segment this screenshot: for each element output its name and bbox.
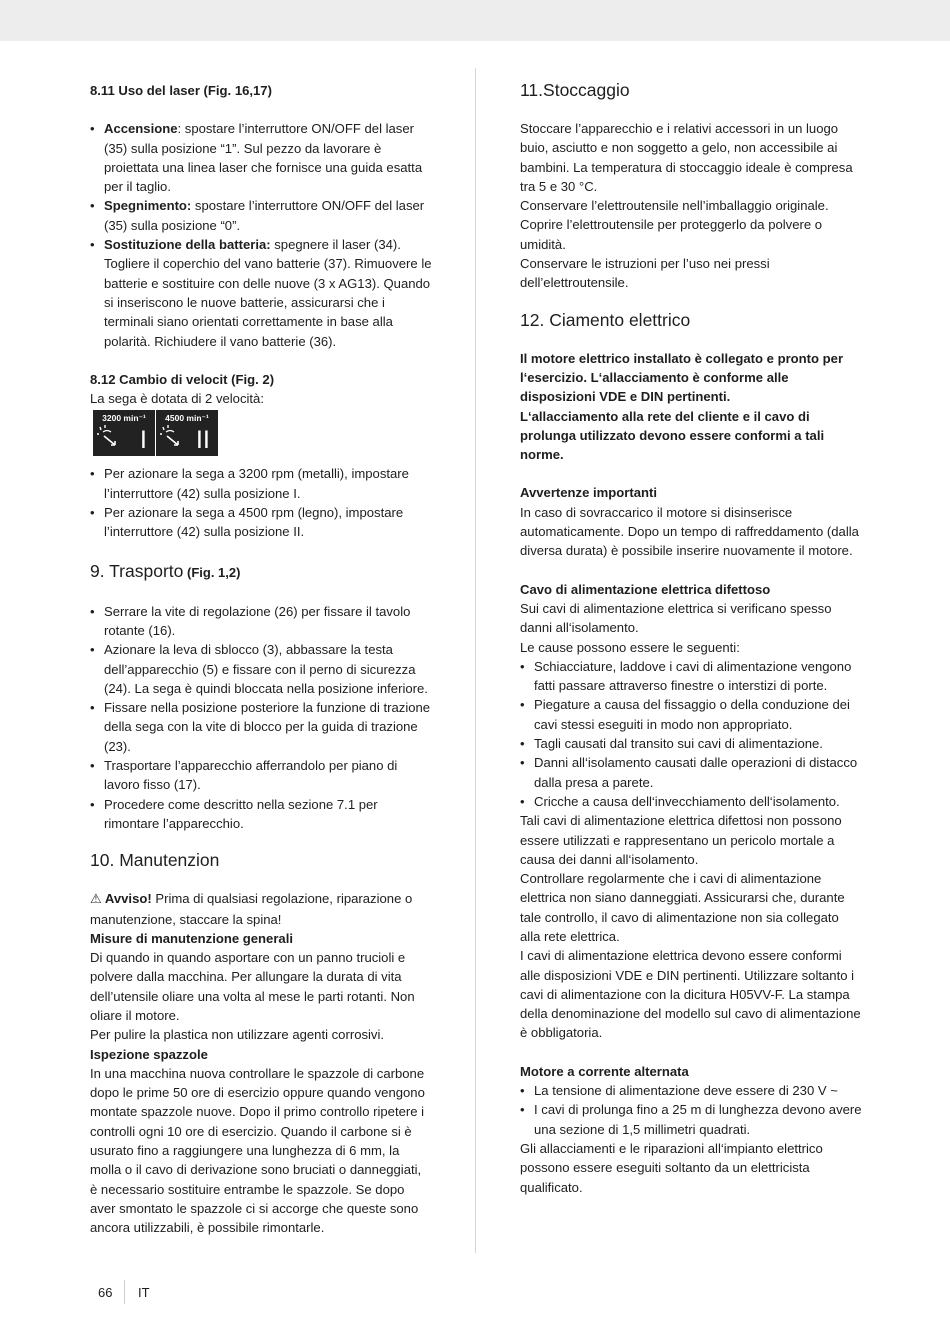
list-item: • Accensione: spostare l’interruttore ON/OFF del laser (35) sulla posizione “1”. Sul pezzo da lavorare è proiettata una linea laser che fornisce una guida esatta per il taglio. <box>90 119 432 196</box>
storage-text-3: Coprire l’elettroutensile per proteggerlo da polvere o umidità. <box>520 217 823 252</box>
speed-1-panel <box>93 410 155 456</box>
speed-list <box>90 464 432 541</box>
list-item: • Serrare la vite di regolazione (26) per fissare il tavolo rotante (16). <box>90 602 432 641</box>
speed-2-panel <box>155 410 218 456</box>
storage-text-1: Stoccare l’apparecchio e i relativi accessori in un luogo buio, asciutto e non soggetto a gelo, non accessibile ai bambini. La temperatura di stoccaggio ideale è compresa tra 5 e 30 °C. <box>520 121 853 194</box>
section-8-12-title: 8.12 Cambio di velocit (Fig. 2) <box>90 371 275 387</box>
speed-intro: La sega è dotata di 2 velocità: <box>90 391 264 407</box>
list-item: • Schiacciature, laddove i cavi di alimentazione vengono fatti passare attraverso finestre o interstizi di porte. <box>520 657 862 696</box>
ac-motor-title: Motore a corrente alternata <box>520 1063 689 1079</box>
general-maintenance-title: Misure di manutenzione generali <box>90 930 293 946</box>
defective-cable-text-4: Controllare regolarmente che i cavi di alimentazione elettrica non siano danneggiati. Assicurarsi che, durante tale controllo, il cavo di alimentazione non sia collegato alla rete elettrica. <box>520 871 845 944</box>
footer-separator <box>124 1280 125 1304</box>
ac-motor-text: Gli allacciamenti e le riparazioni all‘impianto elettrico possono essere eseguiti soltanto da un elettricista qualificato. <box>520 1140 823 1195</box>
section-10-title: 10. Manutenzion <box>90 850 220 871</box>
defective-cable-text-1: Sui cavi di alimentazione elettrica si verificano spesso danni all‘isolamento. <box>520 600 832 636</box>
important-warnings-text: In caso di sovraccarico il motore si disinserisce automaticamente. Dopo un tempo di raffreddamento (dalla diversa durata) è possibile inserire nuovamente il motore. <box>520 504 859 559</box>
list-item: • Piegature a causa del fissaggio o della conduzione dei cavi stessi eseguiti in modo non appropriato. <box>520 695 862 734</box>
electrical-connection-note-1: Il motore elettrico installato è collegato e pronto per l‘esercizio. L‘allacciamento è conforme alle disposizioni VDE e DIN pertinenti. <box>520 350 844 405</box>
list-item: • La tensione di alimentazione deve essere di 230 V ~ <box>520 1081 862 1100</box>
plastic-cleaning-text: Per pulire la plastica non utilizzare agenti corrosivi. <box>90 1027 385 1043</box>
defective-cable-text-3: Tali cavi di alimentazione elettrica difettosi non possono essere utilizzati e rappresentano un pericolo mortale a causa dei danni all‘isolamento. <box>520 813 842 867</box>
section-12-title: 12. Ciamento elettrico <box>520 309 691 330</box>
defective-cable-title: Cavo di alimentazione elettrica difettoso <box>520 581 771 597</box>
speed-2-label: 4500 min⁻¹ <box>165 413 209 424</box>
list-item: • Trasportare l’apparecchio afferrandolo per piano di lavoro fisso (17). <box>90 756 432 795</box>
left-column <box>90 79 432 1238</box>
defective-cable-text-2: Le cause possono essere le seguenti: <box>520 639 740 655</box>
list-item: • Azionare la leva di sblocco (3), abbassare la testa dell’apparecchio (5) e fissare con il perno di sicurezza (24). La sega è quindi bloccata nella posizione inferiore. <box>90 640 432 698</box>
storage-text-4: Conservare le istruzioni per l’uso nei pressi dell’elettroutensile. <box>520 256 770 291</box>
list-item: • Fissare nella posizione posteriore la funzione di trazione della sega con la vite di blocco per la guida di trazione (23). <box>90 698 432 756</box>
speed-1-label: 3200 min⁻¹ <box>102 413 146 424</box>
section-9-title: 9. Trasporto (Fig. 1,2) <box>90 560 241 581</box>
list-item: • Cricche a causa dell‘invecchiamento dell‘isolamento. <box>520 792 862 811</box>
warning-icon: ⚠ <box>90 892 102 908</box>
section-8-11-title: 8.11 Uso del laser (Fig. 16,17) <box>90 83 272 98</box>
list-item: • Spegnimento: spostare l’interruttore ON/OFF del laser (35) sulla posizione “0”. <box>90 196 432 235</box>
ac-motor-list <box>520 1081 862 1139</box>
brush-inspection-text: In una macchina nuova controllare le spazzole di carbone dopo le prime 50 ore di esercizio oppure quando vengono montate spazzole nuove. Dopo il primo controllo ripetere i controlli ogni 10 ore di esercizio. Quando il carbone si è usurato fino a raggiungere una lunghezza di 6 mm, la molla o il cavo di derivazione sono bruciati o danneggiati, è necessario sostituire entrambe le spazzole. Se dopo aver smontato le spazzole ci si accorge che queste sono ancora utilizzabili, è possibile rimontarle. <box>90 1065 425 1236</box>
list-item: • Per azionare la sega a 4500 rpm (legno), impostare l’interruttore (42) sulla posizione II. <box>90 503 432 542</box>
storage-text-2: Conservare l’elettroutensile nell’imballaggio originale. <box>520 198 829 214</box>
top-bar <box>0 0 950 41</box>
column-divider <box>475 68 476 1253</box>
right-column <box>520 79 862 1197</box>
electrical-connection-note-2: L‘allacciamento alla rete del cliente e il cavo di prolunga utilizzato devono essere conformi a tali norme. <box>520 408 825 463</box>
list-item: • Procedere come descritto nella sezione 7.1 per rimontare l’apparecchio. <box>90 795 432 834</box>
cable-damage-causes-list <box>520 657 862 811</box>
page-number: 66 <box>98 1285 113 1300</box>
speed-selector-figure <box>93 410 218 456</box>
list-item: • Danni all‘isolamento causati dalle operazioni di distacco dalla presa a parete. <box>520 753 862 792</box>
general-maintenance-text: Di quando in quando asportare con un panno trucioli e polvere dalla macchina. Per allungare la durata di vita dell’utensile oliare una volta al mese le parti rotanti. Non oliare il motore. <box>90 950 415 1023</box>
important-warnings-title: Avvertenze importanti <box>520 485 658 501</box>
brush-inspection-title: Ispezione spazzole <box>90 1046 208 1062</box>
language-code: IT <box>138 1285 150 1300</box>
defective-cable-text-5: I cavi di alimentazione elettrica devono essere conformi alle disposizioni VDE e DIN pertinenti. Utilizzare soltanto i cavi di alimentazione con la dicitura H05VV-F. La stampa della denominazione del modello sul cavo di alimentazione è obbligatoria. <box>520 948 861 1041</box>
list-item: • Sostituzione della batteria: spegnere il laser (34). Togliere il coperchio del vano batterie (37). Rimuovere le batterie e sostituire con delle nuove (3 x AG13). Quando si inseriscono le nuove batterie, assicurarsi che i terminali siano orientati correttamente in base alla polarità. Richiudere il vano batterie (36). <box>90 235 432 351</box>
list-item: • Tagli causati dal transito sui cavi di alimentazione. <box>520 734 862 753</box>
speed-1-symbol: I <box>139 426 147 455</box>
saw-blade-icon <box>160 424 186 450</box>
section-11-title: 11.Stoccaggio <box>520 80 630 100</box>
maintenance-warning: ⚠ Avviso! Prima di qualsiasi regolazione, riparazione o manutenzione, staccare la spina! <box>90 891 413 927</box>
list-item: • Per azionare la sega a 3200 rpm (metalli), impostare l’interruttore (42) sulla posizione I. <box>90 464 432 503</box>
saw-blade-icon <box>97 424 123 450</box>
laser-usage-list <box>90 119 432 351</box>
transport-list <box>90 602 432 834</box>
list-item: • I cavi di prolunga fino a 25 m di lunghezza devono avere una sezione di 1,5 millimetri quadrati. <box>520 1100 862 1139</box>
speed-2-symbol: II <box>195 426 210 455</box>
